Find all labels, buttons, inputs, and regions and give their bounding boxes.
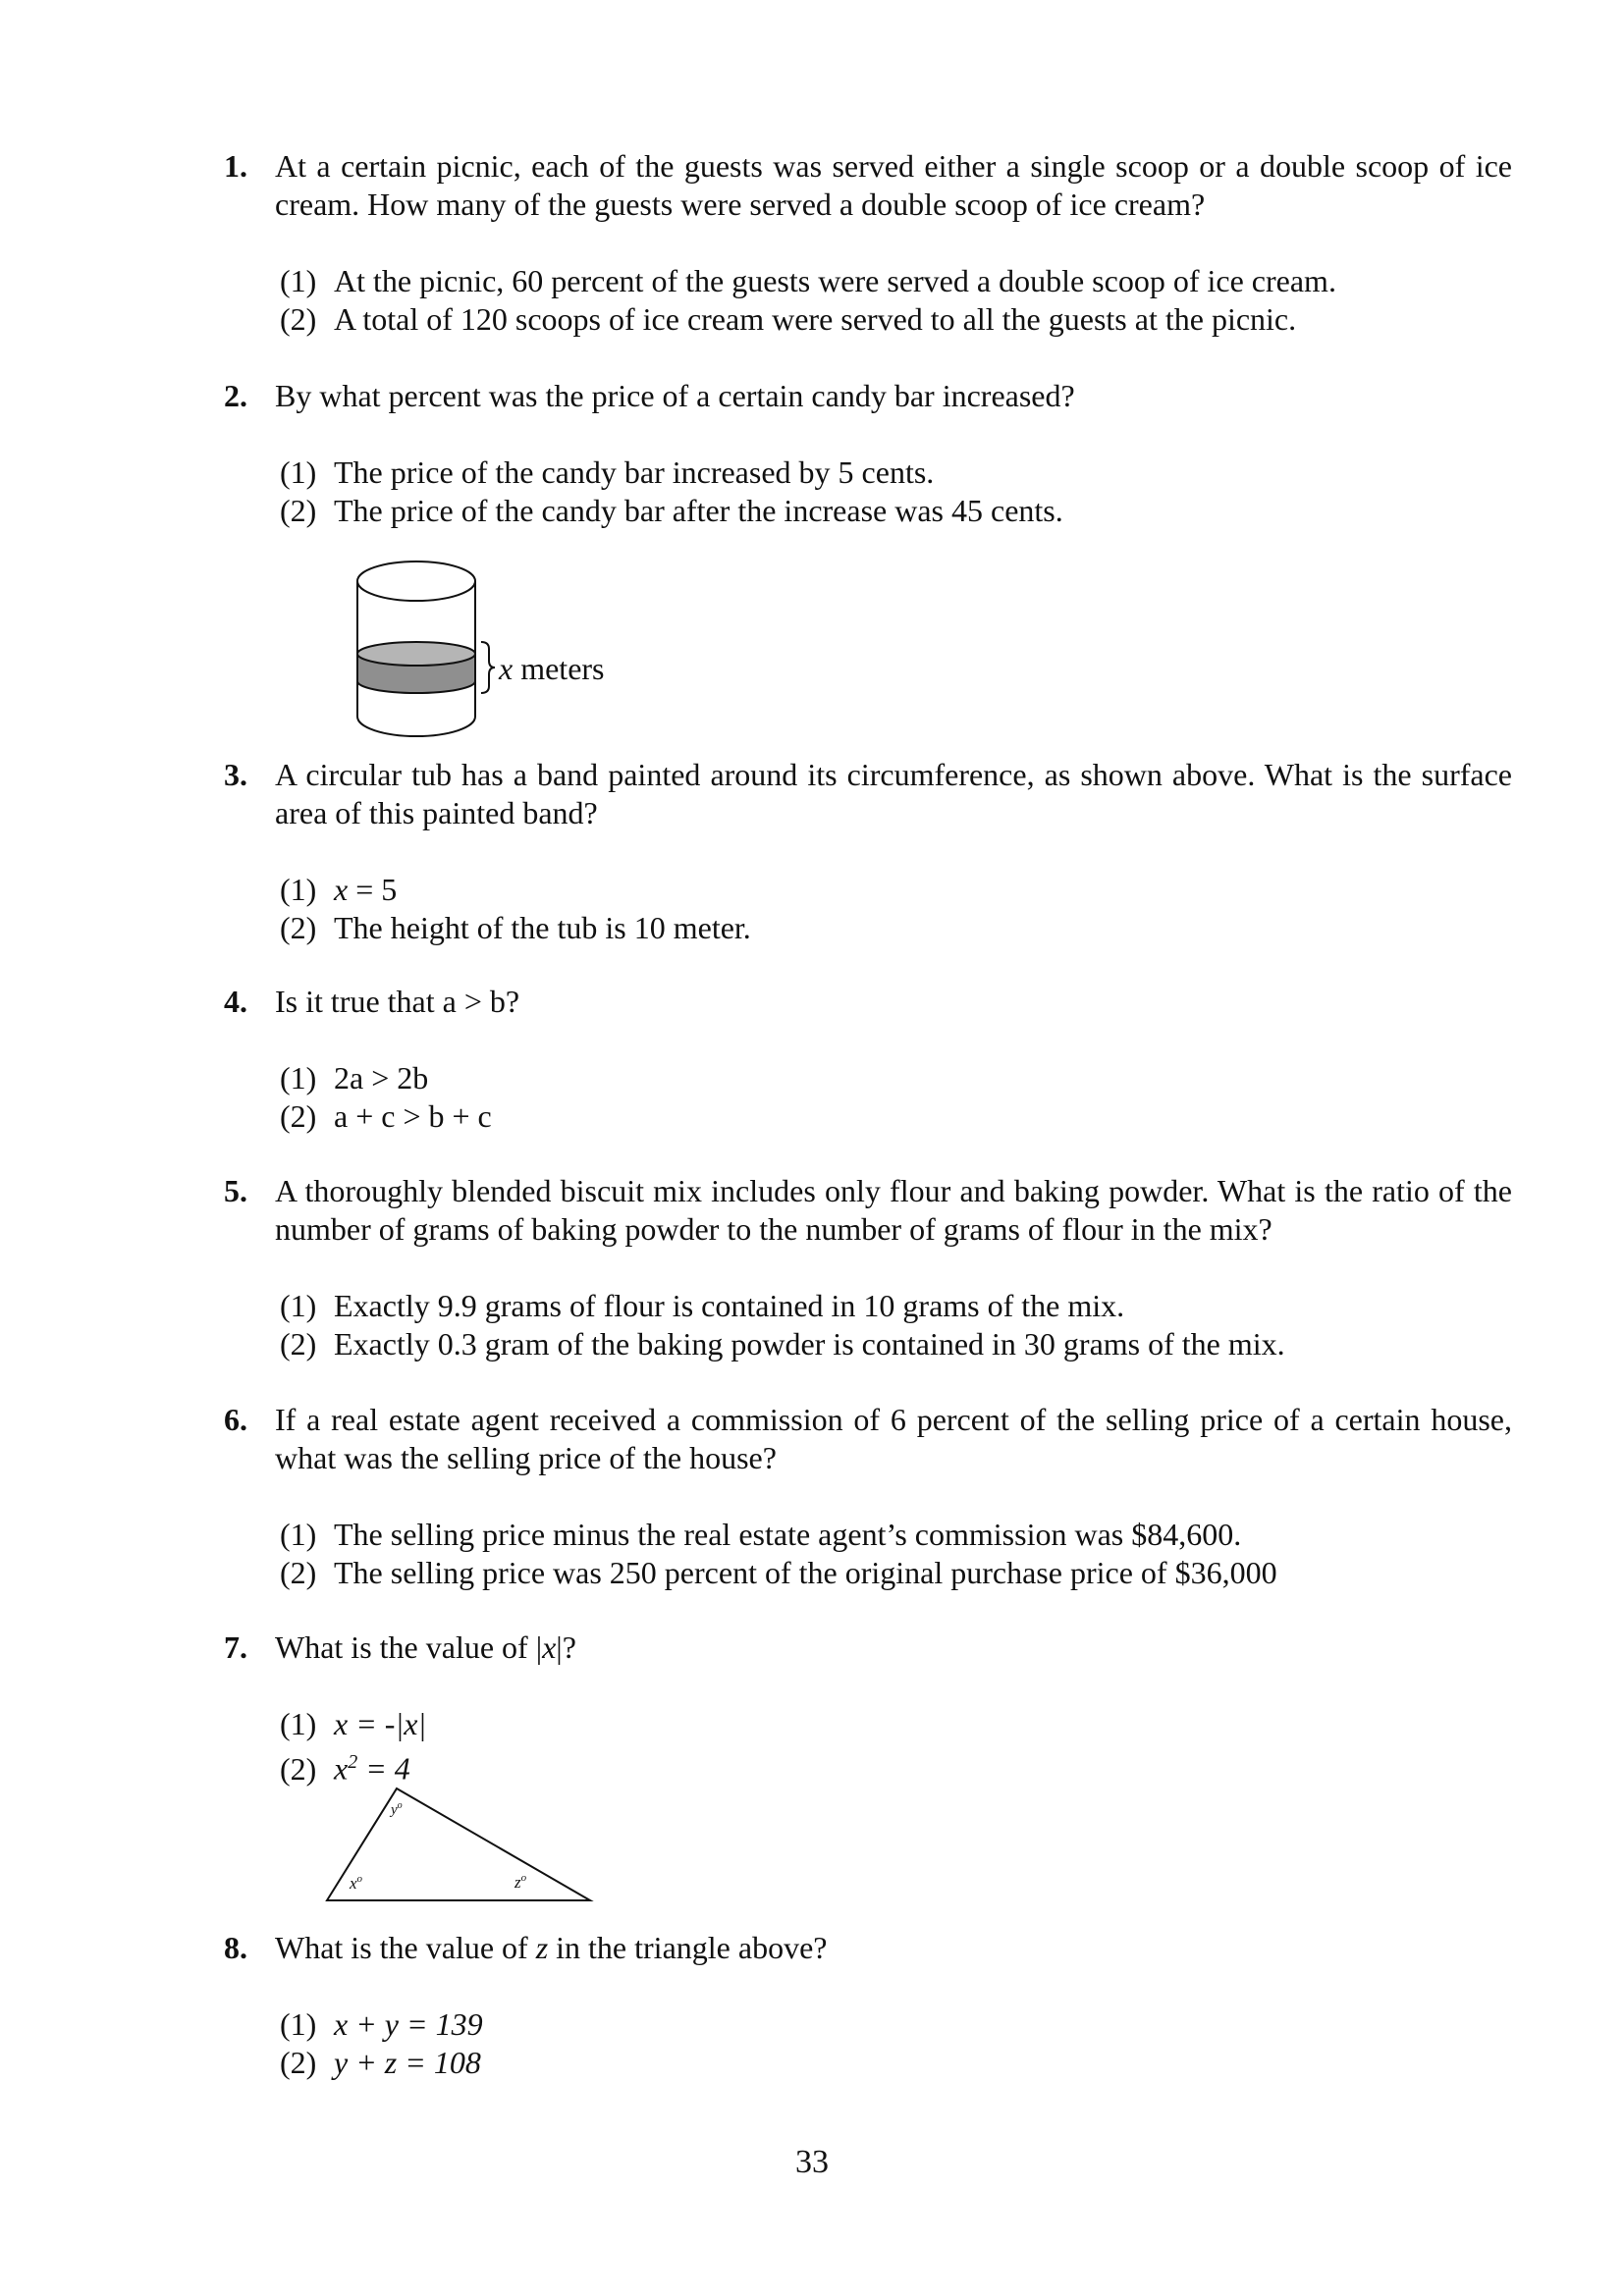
statement-text: The price of the candy bar increased by 5 cents. xyxy=(334,454,935,490)
triangle-diagram xyxy=(324,1775,599,1904)
statement-text: The selling price was 250 percent of the original purchase price of $36,000 xyxy=(334,1555,1277,1590)
statement-2 xyxy=(280,909,1512,947)
band-top-ellipse xyxy=(357,642,475,666)
question-number: 3. xyxy=(224,757,247,792)
statement-text: At the picnic, 60 percent of the guests were served a double scoop of ice cream. xyxy=(334,263,1336,298)
statement-number: (2) xyxy=(280,1098,317,1134)
brace-icon xyxy=(481,642,495,693)
statement-number: (2) xyxy=(280,493,317,528)
statement-number: (2) xyxy=(280,1750,317,1787)
statements xyxy=(280,1059,1512,1136)
question-number: 7. xyxy=(224,1629,247,1665)
angle-y-label: y xyxy=(391,1802,398,1818)
question-variable: z xyxy=(535,1930,549,1965)
svg-text:zo xyxy=(514,1872,527,1892)
statements xyxy=(280,454,1512,530)
statement-number: (1) xyxy=(280,2006,317,2042)
statement-text: The price of the candy bar after the increase was 45 cents. xyxy=(334,493,1063,528)
question-number: 6. xyxy=(224,1402,247,1437)
degree-symbol: o xyxy=(397,1800,403,1811)
statement-1 xyxy=(280,454,1512,492)
statement-text: = 4 xyxy=(357,1750,410,1787)
statement-1 xyxy=(280,1059,1512,1097)
question-text: A circular tub has a band painted around its circumference, as shown above. What is the surface area of this painted band? xyxy=(275,757,1512,830)
statement-1 xyxy=(280,1287,1512,1325)
statements xyxy=(280,2005,1512,2082)
question-text-part: in the triangle above? xyxy=(548,1930,828,1965)
question-variable: x xyxy=(542,1629,557,1665)
degree-symbol: o xyxy=(356,1873,363,1885)
question-text-part: What is the value of xyxy=(275,1930,536,1965)
svg-text:yo xyxy=(389,1800,403,1818)
cylinder-figure xyxy=(355,558,650,743)
question-text-part: What is the value of | xyxy=(275,1629,543,1665)
angle-z-label: z xyxy=(514,1873,521,1892)
question-text: A thoroughly blended biscuit mix includes only flour and baking powder. What is the ratio of the number of grams of baking powder to the number of grams of flour in the mix? xyxy=(275,1173,1512,1247)
cylinder-diagram xyxy=(355,558,650,738)
svg-text:xo xyxy=(349,1873,363,1893)
question-number: 5. xyxy=(224,1173,247,1208)
statement-text: The selling price minus the real estate agent’s commission was $84,600. xyxy=(334,1517,1242,1552)
question-text xyxy=(275,1629,1512,1667)
question-text: At a certain picnic, each of the guests was served either a single scoop or a double scoop of ice cream. How many of the guests were served a double scoop of ice cream? xyxy=(275,148,1512,222)
question-text: By what percent was the price of a certain candy bar increased? xyxy=(275,378,1075,413)
statement-text: Exactly 0.3 gram of the baking powder is contained in 30 grams of the mix. xyxy=(334,1326,1285,1362)
question-text xyxy=(275,1929,1512,1967)
statement-variable: x xyxy=(334,872,349,907)
statement-exponent: 2 xyxy=(348,1751,358,1773)
page-number: 33 xyxy=(795,2144,829,2180)
statement-1 xyxy=(280,871,1512,909)
statement-number: (1) xyxy=(280,454,317,490)
question-number: 1. xyxy=(224,148,247,184)
statement-1 xyxy=(280,262,1512,300)
svg-text:x meters xyxy=(498,651,605,686)
statement-number: (2) xyxy=(280,301,317,337)
statement-2 xyxy=(280,1097,1512,1136)
statement-2 xyxy=(280,300,1512,339)
statement-text: a + c > b + c xyxy=(334,1098,492,1134)
statement-number: (1) xyxy=(280,1288,317,1323)
question-text-part: |? xyxy=(556,1629,576,1665)
statement-1 xyxy=(280,2005,1512,2044)
statement-2 xyxy=(280,2044,1512,2082)
statement-number: (1) xyxy=(280,1517,317,1552)
cylinder-top xyxy=(357,561,475,601)
statement-text: A total of 120 scoops of ice cream were served to all the guests at the picnic. xyxy=(334,301,1297,337)
statements xyxy=(280,262,1512,339)
statement-number: (1) xyxy=(280,872,317,907)
question-8 xyxy=(224,1929,1512,2082)
statements xyxy=(280,871,1512,947)
question-text: Is it true that a > b? xyxy=(275,984,520,1019)
statement-text: Exactly 9.9 grams of flour is contained in 10 grams of the mix. xyxy=(334,1288,1125,1323)
degree-symbol: o xyxy=(520,1872,527,1884)
triangle-figure xyxy=(324,1775,599,1909)
question-number: 8. xyxy=(224,1930,247,1965)
statement-text: x + y = 139 xyxy=(334,2006,483,2042)
statement-1 xyxy=(280,1705,1512,1743)
question-1 xyxy=(224,147,1512,339)
question-6 xyxy=(224,1401,1512,1592)
cylinder-bottom xyxy=(357,717,475,736)
statement-number: (1) xyxy=(280,1706,317,1741)
statements xyxy=(280,1287,1512,1363)
triangle-shape xyxy=(327,1789,590,1900)
statement-text: The height of the tub is 10 meter. xyxy=(334,910,751,945)
statement-text: x = -|x| xyxy=(334,1706,427,1741)
question-5 xyxy=(224,1172,1512,1363)
statement-text: y + z = 108 xyxy=(334,2045,481,2080)
angle-x-label: x xyxy=(350,1874,357,1893)
question-4 xyxy=(224,983,1512,1136)
question-7 xyxy=(224,1629,1512,1789)
band-height-unit: meters xyxy=(513,651,605,686)
statement-2 xyxy=(280,1554,1512,1592)
statement-number: (1) xyxy=(280,1060,317,1095)
statement-2 xyxy=(280,492,1512,530)
question-number: 4. xyxy=(224,984,247,1019)
statements xyxy=(280,1516,1512,1592)
statement-number: (2) xyxy=(280,910,317,945)
statement-text: 2a > 2b xyxy=(334,1060,429,1095)
question-3 xyxy=(224,756,1512,947)
statement-number: (2) xyxy=(280,1555,317,1590)
statement-number: (2) xyxy=(280,1326,317,1362)
statement-2 xyxy=(280,1325,1512,1363)
statement-base: x xyxy=(334,1750,349,1787)
statement-number: (1) xyxy=(280,263,317,298)
question-number: 2. xyxy=(224,378,247,413)
band-height-variable: x xyxy=(499,651,514,686)
statement-text: = 5 xyxy=(348,872,398,907)
statement-1 xyxy=(280,1516,1512,1554)
question-2 xyxy=(224,377,1512,530)
question-text: If a real estate agent received a commission of 6 percent of the selling price of a certain house, what was the selling price of the house? xyxy=(275,1402,1512,1475)
statement-number: (2) xyxy=(280,2045,317,2080)
